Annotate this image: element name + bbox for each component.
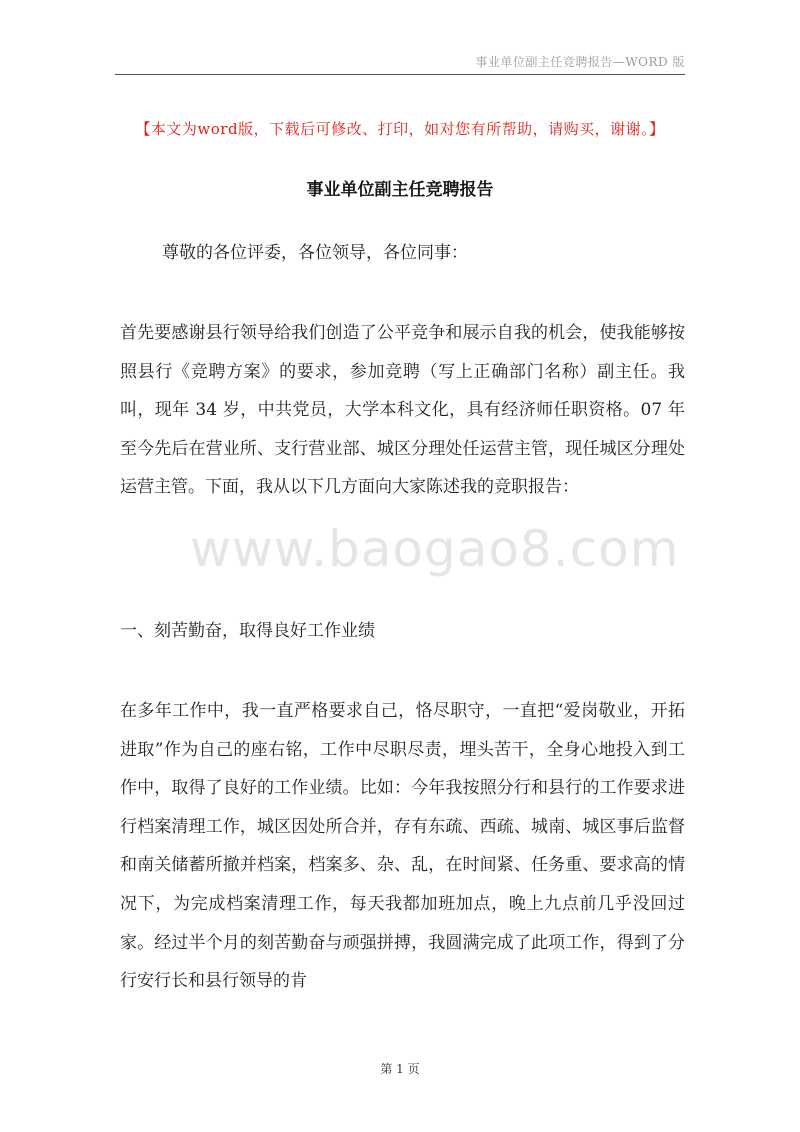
document-title: 事业单位副主任竞聘报告: [306, 180, 494, 200]
download-notice: 【本文为word版，下载后可修改、打印，如对您有所帮助，请购买，谢谢。】: [135, 120, 665, 138]
header-divider: [115, 74, 685, 75]
greeting: 尊敬的各位评委，各位领导，各位同事：: [162, 243, 468, 263]
paragraph-work-achievements: 在多年工作中，我一直严格要求自己，恪尽职守，一直把“爱岗敬业，开拓进取”作为自己的座右铭，工作中尽职尽责，埋头苦干，全身心地投入到工作中，取得了良好的工作业绩。比如：今年我按照分行和县行的工作要求进行档案清理工作，城区因处所合并，存有东疏、西疏、城南、城区事后监督和南关储蓄所撤并档案，档案多、杂、乱，在时间紧、任务重、要求高的情况下，为完成档案清理工作，每天我都加班加点，晚上九点前几乎没回过家。经过半个月的刻苦勤奋与顽强拼搏，我圆满完成了此项工作，得到了分行安行长和县行领导的肯: [120, 701, 685, 992]
page-number: 第 1 页: [380, 1062, 420, 1076]
section-heading-1: 一、刻苦勤奋，取得良好工作业绩: [120, 621, 375, 641]
watermark: www.baogao8.com: [190, 520, 680, 578]
running-header: 事业单位副主任竞聘报告—WORD 版: [475, 55, 685, 69]
paragraph-intro: 首先要感谢县行领导给我们创造了公平竞争和展示自我的机会，使我能够按照县行《竞聘方案》的要求，参加竞聘（写上正确部门名称）副主任。我叫，现年 34 岁，中共党员，大学本科文化，具有经济师任职资格。07 年至今先后在营业所、支行营业部、城区分理处任运营主管，现任城区分理处运营主管。下面，我从以下几方面向大家陈述我的竞职报告：: [120, 323, 685, 498]
